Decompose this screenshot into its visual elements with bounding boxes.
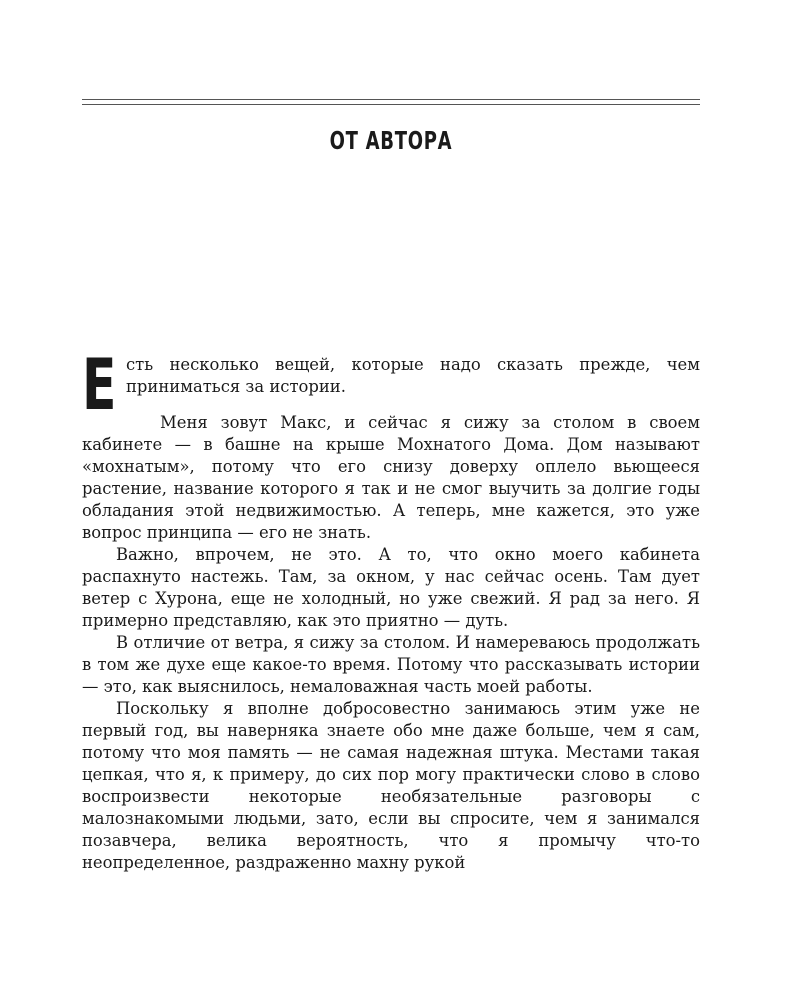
lead-text: сть несколько вещей, которые надо сказать прежде, чем приниматься за истории. [126, 355, 700, 396]
top-rule [82, 99, 700, 100]
paragraph: В отличие от ветра, я сижу за столом. И намереваюсь продолжать в том же духе еще какое-то время. Потому что рассказывать истории — это, как выяснилось, немаловажная часть моей работы. [82, 633, 700, 696]
lead-paragraph [82, 344, 700, 426]
paragraph: Поскольку я вполне добросовестно занимаюсь этим уже не первый год, вы наверняка знаете обо мне даже больше, чем я сам, потому что моя память — не самая надежная штука. Местами такая цепкая, что я, к примеру, до сих пор могу практически слово в слово воспроизвести некоторые необязательные разговоры с малознакомыми людьми, зато, если вы спросите, чем я занимался позавчера, велика вероятность, что я промычу что-то неопределенное, раздраженно махну рукой [82, 699, 700, 872]
drop-cap: Е [82, 344, 117, 426]
paragraph: Меня зовут Макс, и сейчас я сижу за столом в своем кабинете — в башне на крыше Мохнатого Дома. Дом называют «мохнатым», потому что его снизу доверху оплело вьющееся растение, название которого я так и не смог выучить за долгие годы обладания этой недвижимостью. А теперь, мне кажется, это уже вопрос принципа — его не знать. [82, 413, 700, 542]
chapter-title: ОТ АВТОРА [329, 126, 453, 155]
body-text [82, 344, 700, 874]
top-rule-secondary [82, 104, 700, 105]
paragraph: Важно, впрочем, не это. А то, что окно моего кабинета распахнуто настежь. Там, за окном, у нас сейчас осень. Там дует ветер с Хурона, еще не холодный, но уже свежий. Я рад за него. Я примерно представляю, как это приятно — дуть. [82, 545, 700, 630]
